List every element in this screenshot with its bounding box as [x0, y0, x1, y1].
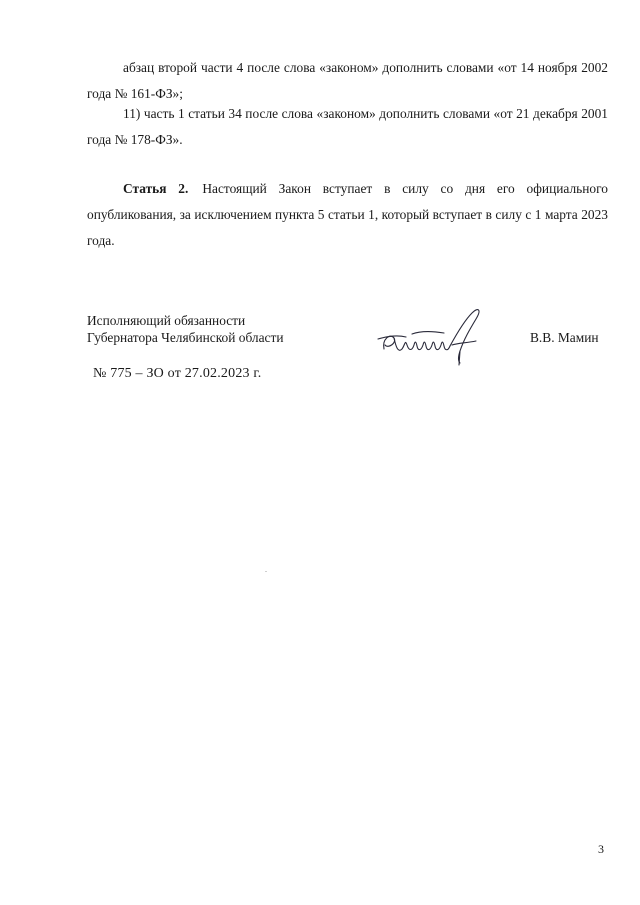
signatory-title — [87, 312, 284, 346]
signatory-title-line2: Губернатора Челябинской области — [87, 330, 284, 345]
scan-speck — [265, 571, 267, 572]
signer-name: В.В. Мамин — [530, 330, 599, 345]
paragraph-amendment-part4: абзац второй части 4 после слова «законом» дополнить словами «от 14 ноября 2002 года № 161-ФЗ»; — [87, 60, 608, 101]
signatory-title-line1: Исполняющий обязанности — [87, 313, 246, 328]
article-2-text: Настоящий Закон вступает в силу со дня его официального опубликования, за исключением пункта 5 статьи 1, который вступает в силу с 1 марта 2023 года. — [87, 181, 608, 248]
paragraph-amendment-11: 11) часть 1 статьи 34 после слова «законом» дополнить словами «от 21 декабря 2001 года № 178-ФЗ». — [87, 106, 608, 147]
page-number: 3 — [598, 842, 604, 856]
article-2 — [87, 176, 608, 254]
article-2-label: Статья 2. — [123, 181, 189, 196]
handwritten-signature — [372, 305, 492, 367]
registration-number: № 775 – ЗО от 27.02.2023 г. — [93, 366, 262, 381]
